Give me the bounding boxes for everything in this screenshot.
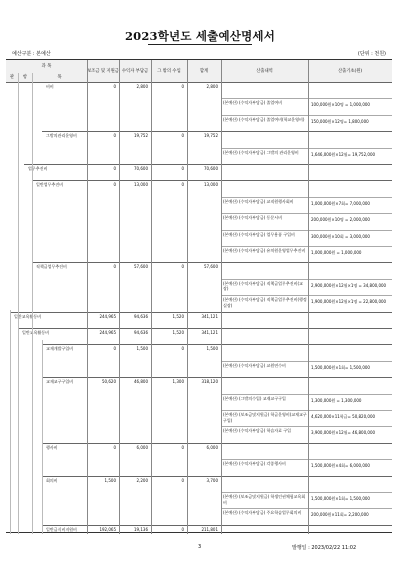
column-divider — [87, 60, 88, 534]
calc-basis: 1,500,000원×4회= 6,000,000 — [311, 463, 370, 469]
row-divider — [221, 508, 392, 509]
amount-cell: 0 — [113, 182, 116, 188]
amount-cell: 0 — [113, 166, 116, 171]
calc-detail: (본예산) (수익자부담금) 직책급업무추진비(교장) — [223, 280, 303, 292]
row-divider — [42, 131, 392, 132]
amount-cell: 244,965 — [99, 313, 116, 319]
calc-detail: (본예산) (수익자부담금) 직책급업무추진비(행정실장) — [223, 297, 307, 308]
header-hang: 항 — [18, 73, 32, 82]
amount-cell: 2,200 — [136, 477, 148, 483]
calc-basis: 1,000,000원×7회= 7,000,000 — [311, 200, 370, 206]
calc-detail: (본예산) (수익자부담금) 학습자료 구입 — [223, 428, 292, 434]
calc-detail: (본예산) (수익자부담금) 교원연수비 — [223, 362, 286, 368]
amount-cell: 94,636 — [134, 313, 148, 319]
amount-cell: 0 — [181, 133, 184, 139]
amount-cell: 70,600 — [134, 166, 148, 171]
header-beneficiary: 수익자 부담금 — [119, 60, 151, 82]
calc-basis: 1,900,000원×12월×1명 = 22,800,000 — [311, 299, 387, 305]
amount-cell: 318,120 — [201, 379, 218, 385]
hierarchy-divider — [10, 310, 11, 534]
amount-cell: 57,600 — [134, 264, 148, 270]
row-divider — [42, 82, 392, 83]
amount-cell: 1,500 — [206, 346, 218, 352]
row-divider — [221, 410, 392, 411]
amount-cell: 0 — [113, 264, 116, 270]
row-divider — [221, 115, 392, 116]
amount-cell: 19,752 — [204, 133, 218, 139]
calc-basis: 2,900,000원×12월×1명 = 34,800,000 — [311, 282, 387, 288]
calc-basis: 150,000원×12명= 1,800,000 — [311, 118, 369, 124]
budget-table — [6, 59, 392, 533]
calc-basis: 100,000원×10명 = 1,000,000 — [311, 102, 370, 108]
row-divider — [221, 98, 392, 99]
row-divider — [221, 197, 392, 198]
row-divider — [221, 213, 392, 214]
header-jang: 관 — [6, 73, 18, 82]
row-divider — [32, 180, 392, 181]
row-divider — [221, 295, 392, 296]
calc-basis: 1,000,000원 = 1,000,000 — [311, 250, 362, 255]
header-calc-detail: 산출내역 — [221, 60, 308, 82]
row-divider — [32, 262, 392, 263]
page-number: 3 — [198, 544, 202, 550]
calc-detail: (본예산) (수익자부담금) 유치원운영업무추진비 — [223, 248, 306, 253]
amount-cell: 2,800 — [136, 84, 148, 89]
amount-cell: 1,520 — [172, 330, 184, 335]
calc-basis: 1,500,000원×1회= 1,500,000 — [311, 496, 370, 501]
amount-cell: 70,600 — [204, 166, 218, 171]
amount-cell: 0 — [181, 264, 184, 270]
header-subsidy: 보조금 및 지원금 — [87, 60, 119, 82]
amount-cell: 6,000 — [136, 444, 148, 450]
calc-basis: 300,000원×10회 = 3,000,000 — [311, 233, 370, 239]
hierarchy-divider — [32, 73, 33, 534]
row-divider — [221, 459, 392, 460]
row-divider — [221, 279, 392, 280]
calc-detail: (본예산) (수익자부담금) 각종행사비 — [223, 461, 286, 467]
amount-cell: 1,500 — [104, 477, 116, 483]
amount-cell: 3,700 — [206, 477, 218, 483]
title-underline — [148, 44, 252, 45]
amount-cell: 94,636 — [134, 330, 148, 335]
row-divider — [42, 443, 392, 444]
calc-detail: (본예산) (보조금및지원금) 학급운영비(교재교구구입) — [223, 412, 307, 423]
calc-detail: (본예산) (그밖의수입) 교재교구구입 — [223, 395, 286, 401]
calc-detail: (본예산) (수익자부담금) 졸업여비 — [223, 100, 283, 106]
calc-basis: 200,000원×10명 = 2,000,000 — [311, 217, 370, 223]
calc-detail: (본예산) (보조금및지원금) 학생인권체험교육회비 — [223, 494, 306, 505]
calc-basis: 3,900,000원×12월= 46,800,000 — [311, 430, 376, 436]
amount-cell: 341,121 — [201, 313, 218, 319]
amount-cell: 0 — [181, 444, 184, 450]
column-divider — [119, 60, 120, 534]
column-divider — [151, 60, 152, 534]
account-name: 교재개발구입비 — [46, 346, 74, 352]
amount-cell: 19,752 — [134, 133, 148, 139]
calc-detail: (본예산) (수익자부담금) 졸업여비(학교운영비) — [223, 116, 305, 122]
amount-cell: 19,136 — [134, 526, 148, 532]
header-other-income: 그 밖의 수입 — [151, 60, 187, 82]
amount-cell: 0 — [113, 346, 116, 352]
issue-date: 발행일 : 2023/02/22 11:02 — [292, 545, 357, 551]
unit-label: (단위 : 천원) — [357, 51, 386, 57]
calc-basis: 4,620,000×11학급= 50,820,000 — [311, 414, 376, 419]
row-divider — [221, 246, 392, 247]
amount-cell: 6,000 — [206, 444, 218, 450]
amount-cell: 0 — [181, 182, 184, 188]
header-total: 합계 — [187, 60, 221, 82]
row-divider — [42, 377, 392, 378]
calc-basis: 1,646,000원×12월= 19,752,000 — [311, 151, 376, 157]
calc-detail: (본예산) (수익자부담금) 동문시비 — [223, 215, 283, 221]
row-divider — [221, 426, 392, 427]
header-mok: 목 — [32, 73, 87, 82]
amount-cell: 0 — [113, 133, 116, 139]
amount-cell: 46,800 — [134, 379, 148, 385]
amount-cell: 0 — [181, 346, 184, 352]
account-name: 그밖의관리운영비 — [46, 133, 77, 139]
row-divider — [18, 328, 392, 329]
row-divider — [10, 312, 392, 313]
row-divider — [42, 476, 392, 477]
row-divider — [42, 344, 392, 345]
amount-cell: 0 — [181, 477, 184, 483]
amount-cell: 0 — [113, 444, 116, 450]
account-name: 회의비 — [46, 477, 58, 483]
row-divider — [24, 164, 392, 165]
amount-cell: 192,065 — [99, 526, 116, 532]
document-title: 2023학년도 세출예산명세서 — [124, 29, 276, 43]
amount-cell: 0 — [113, 84, 116, 89]
hierarchy-divider — [42, 340, 43, 534]
calc-basis: 200,000원×11회= 2,200,000 — [311, 512, 369, 518]
amount-cell: 50,620 — [102, 379, 116, 385]
amount-cell: 13,000 — [204, 182, 218, 188]
column-divider — [221, 60, 222, 534]
amount-cell: 341,121 — [201, 330, 218, 335]
budget-type: 예산구분 : 본예산 — [12, 51, 51, 57]
account-name: 비비 — [46, 84, 54, 89]
amount-cell: 2,800 — [206, 84, 218, 89]
account-name: 교재교구구입비 — [46, 379, 74, 385]
row-divider — [221, 394, 392, 395]
calc-basis: 1,500,000원×1회= 1,500,000 — [311, 364, 370, 370]
hierarchy-divider — [18, 320, 19, 534]
amount-cell: 244,965 — [99, 330, 116, 335]
account-name: 일반급식비지원비 — [46, 526, 77, 532]
calc-detail: (본예산) (수익자부담금) 교직원행사회비 — [223, 198, 294, 204]
calc-detail: (본예산) (수익자부담금) 그밖의 관리운영비 — [223, 149, 299, 155]
account-name: 업무추진비 — [28, 166, 48, 171]
header-calc-basis: 산출기초(원) — [308, 60, 392, 82]
header-group: 과 목 — [6, 60, 87, 73]
row-divider — [221, 361, 392, 362]
row-divider — [221, 492, 392, 493]
column-divider — [187, 60, 188, 534]
row-divider — [221, 230, 392, 231]
column-divider — [308, 60, 309, 534]
account-name: 일반교육활동비 — [14, 313, 42, 319]
row-divider — [221, 148, 392, 149]
row-divider — [42, 525, 392, 526]
account-name: 행사비 — [46, 444, 58, 450]
account-name: 일반업무추진비 — [36, 182, 64, 188]
calc-basis: 1,300,000원 = 1,300,000 — [311, 397, 362, 403]
calc-detail: (본예산) (수익자부담금) 업무용품 구입비 — [223, 231, 295, 237]
amount-cell: 0 — [181, 84, 184, 89]
calc-detail: (본예산) (수익자부담금) 주요학습업무회의비 — [223, 510, 302, 516]
amount-cell: 57,600 — [204, 264, 218, 270]
amount-cell: 211,801 — [201, 526, 218, 532]
account-name: 직책급업무추진비 — [36, 264, 67, 270]
amount-cell: 0 — [181, 166, 184, 171]
amount-cell: 1,300 — [172, 379, 184, 385]
amount-cell: 0 — [181, 526, 184, 532]
amount-cell: 1,500 — [136, 346, 148, 352]
account-name: 일반교육활동비 — [22, 330, 50, 335]
amount-cell: 1,520 — [172, 313, 184, 319]
amount-cell: 13,000 — [134, 182, 148, 188]
